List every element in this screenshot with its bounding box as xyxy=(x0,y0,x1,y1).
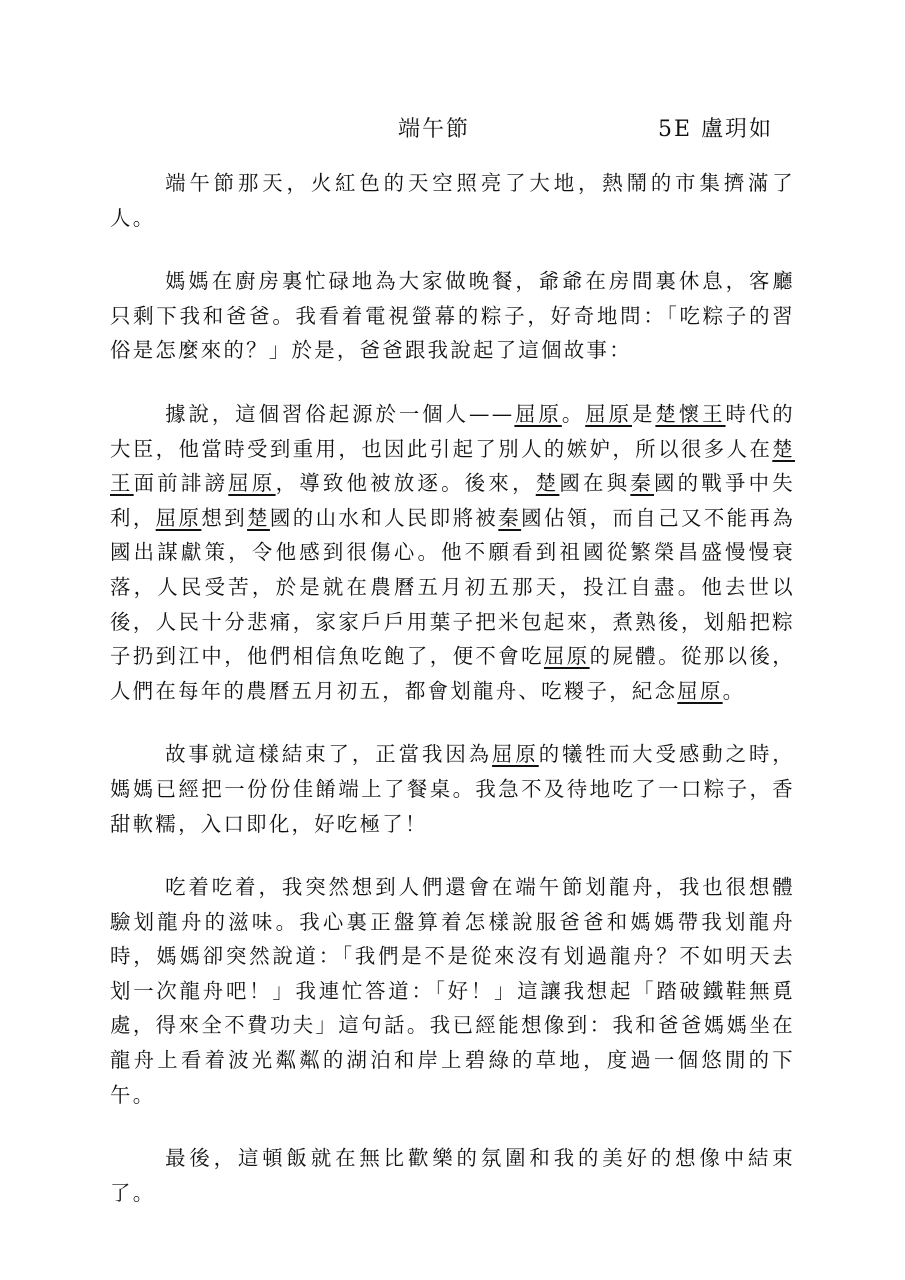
paragraph-text: 媽媽在廚房裏忙碌地為大家做晚餐，爺爺在房間裏休息，客廳只剩下我和爸爸。我看着電視螢幕的粽子，好奇地問：「吃粽子的習俗是怎麼來的？」於是，爸爸跟我說起了這個故事： xyxy=(110,269,795,363)
paragraph-text: 想到 xyxy=(201,505,248,530)
paragraph-text: 國佔領，而自己又不能再為國出謀獻策，令他感到很傷心。他不願看到祖國從繁榮昌盛慢慢衰落，人民受苦，於是就在農曆五月初五那天，投江自盡。他去世以後，人民十分悲痛，家家戶戶用葉子把米包起來，煮熟後，划船把粽子扔到江中，他們相信魚吃飽了，便不會吃 xyxy=(110,505,796,669)
paragraph-text: 故事就這樣結束了，正當我因為 xyxy=(165,742,493,767)
paragraph-text: 端午節那天，火紅色的天空照亮了大地，熱鬧的市集擠滿了人。 xyxy=(110,171,795,230)
underlined-proper-name: 屈原 xyxy=(155,505,202,530)
paragraph-text: 國在與 xyxy=(559,471,631,496)
underlined-proper-name: 楚王 xyxy=(110,436,795,496)
paragraph-text: 是 xyxy=(632,401,656,426)
paragraph-text: 。 xyxy=(561,401,586,426)
paragraph-text: 吃着吃着，我突然想到人們還會在端午節划龍舟，我也很想體驗划龍舟的滋味。我心裏正盤算着怎樣說服爸爸和媽媽帶我划龍舟時，媽媽卻突然說道：「我們是不是從來沒有划過龍舟？不如明天去划一次龍舟吧！」我連忙答道：「好！」這讓我想起「踏破鐵鞋無覓處，得來全不費功夫」這句話。我已經能想像到：我和爸爸媽媽坐在龍舟上看着波光粼粼的湖泊和岸上碧綠的草地，度過一個悠閒的下午。 xyxy=(110,875,795,1107)
underlined-proper-name: 屈原 xyxy=(228,471,276,496)
paragraph-text: ，導致他被放逐。後來， xyxy=(275,471,536,496)
essay-paragraph xyxy=(110,870,795,1112)
underlined-proper-name: 楚 xyxy=(535,471,560,496)
underlined-proper-name: 屈原 xyxy=(492,742,539,767)
paragraph-text: 最後，這頓飯就在無比歡樂的氛圍和我的美好的想像中結束了。 xyxy=(110,1146,795,1205)
underlined-proper-name: 屈原 xyxy=(585,401,632,426)
underlined-proper-name: 屈原 xyxy=(514,401,562,426)
essay-paragraph xyxy=(110,264,795,368)
paragraph-text: 國的戰爭中失利， xyxy=(110,471,795,530)
essay-paragraph xyxy=(110,166,795,235)
essay-paragraph xyxy=(110,397,795,708)
underlined-proper-name: 屈原 xyxy=(543,644,590,669)
paragraph-text: 時代的大臣，他當時受到重用，也因此引起了別人的嫉妒，所以很多人在 xyxy=(110,401,795,461)
author-class-name: 5E 盧玥如 xyxy=(658,117,774,142)
paragraph-text: 。 xyxy=(722,678,746,703)
underlined-proper-name: 屈原 xyxy=(677,678,723,703)
underlined-proper-name: 楚 xyxy=(247,505,270,530)
paragraph-text: 國的山水和人民即將被 xyxy=(269,505,499,530)
essay-paragraph xyxy=(110,737,795,841)
paragraph-text: 的屍體。從那以後，人們在每年的農曆五月初五，都會划龍舟、吃糉子，紀念 xyxy=(110,644,796,703)
title-row xyxy=(0,112,905,148)
underlined-proper-name: 秦 xyxy=(630,471,655,496)
paragraph-text: 據說，這個習俗起源於一個人—— xyxy=(165,401,515,426)
paragraph-text: 面前誹謗 xyxy=(133,471,229,496)
underlined-proper-name: 秦 xyxy=(498,505,522,530)
essay-title: 端午節 xyxy=(398,117,471,142)
paragraph-text: 的犧牲而大受感動之時，媽媽已經把一份份佳餚端上了餐桌。我急不及待地吃了一口粽子，香甜軟糯，入口即化，好吃極了！ xyxy=(110,742,795,836)
underlined-proper-name: 楚懷王 xyxy=(655,401,726,426)
essay-paragraph xyxy=(110,1141,795,1210)
essay-body xyxy=(110,166,795,1239)
